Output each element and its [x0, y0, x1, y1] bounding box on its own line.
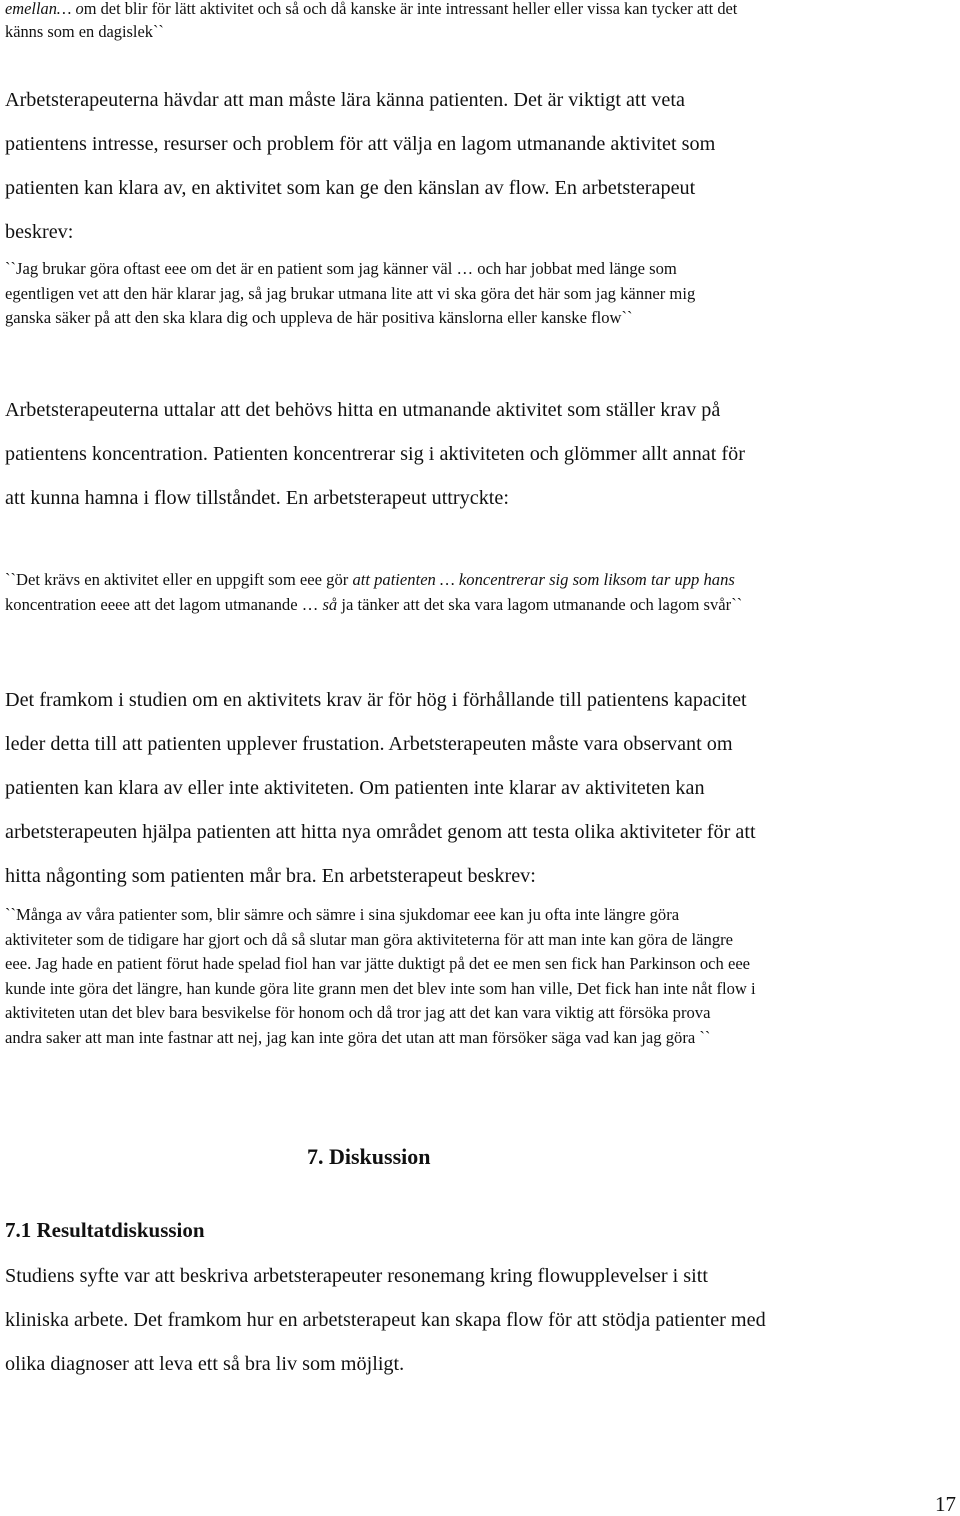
quote-line [5, 568, 960, 593]
paragraph-line: Arbetsterapeuterna uttalar att det behövs hitta en utmanande aktivitet som ställer krav på [5, 399, 721, 421]
paragraph-line: kliniska arbete. Det framkom hur en arbetsterapeut kan skapa flow för att stödja patienter med [5, 1309, 766, 1331]
quote-fragment-top [5, 0, 960, 43]
section-heading-diskussion: 7. Diskussion [307, 1144, 431, 1169]
paragraph-line: Studiens syfte var att beskriva arbetsterapeuter resonemang kring flowupplevelser i sitt [5, 1265, 708, 1287]
quote-text: m det blir för lätt aktivitet och så och då kanske är inte intressant heller eller vissa kan tycker att det [83, 0, 738, 18]
quote-text: ja tänker att det ska vara lagom utmanande och lagom svår`` [337, 594, 743, 614]
body-paragraph-4 [5, 1254, 960, 1386]
quote-text: ``Det krävs en aktivitet eller en uppgift som eee gör [5, 570, 353, 589]
subsection-heading-resultatdiskussion: 7.1 Resultatdiskussion [5, 1218, 205, 1242]
paragraph-line: arbetsterapeuten hjälpa patienten att hitta nya området genom att testa olika aktiviteter för att [5, 821, 756, 843]
quote-line: eee. Jag hade en patient förut hade spelad fiol han var jätte duktigt på det ee men sen fick han Parkinson och eee [5, 954, 751, 973]
paragraph-line: patienten kan klara av, en aktivitet som kan ge den känslan av flow. En arbetsterapeut [5, 177, 696, 199]
quote-italic-fragment: emellan… o [5, 0, 84, 18]
paragraph-line: patientens intresse, resurser och problem för att välja en lagom utmanande aktivitet som [5, 133, 716, 155]
interview-quote-2 [5, 257, 960, 331]
interview-quote-3 [5, 568, 960, 617]
quote-line: egentligen vet att den här klarar jag, så jag brukar utmana lite att vi ska göra det här som jag känner mig [5, 283, 696, 303]
paragraph-line: att kunna hamna i flow tillståndet. En arbetsterapeut uttryckte: [5, 487, 509, 509]
quote-line: andra saker att man inte fastnar att nej, jag kan inte göra det utan att man försöker säga vad kan jag göra `` [5, 1027, 711, 1047]
paragraph-line: beskrev: [5, 221, 74, 243]
paragraph-line: Det framkom i studien om en aktivitets krav är för hög i förhållande till patientens kapacitet [5, 689, 747, 711]
quote-text: koncentration eeee att det lagom utmanande … [5, 594, 323, 614]
page-number: 17 [935, 1492, 956, 1516]
paragraph-line: patientens koncentration. Patienten koncentrerar sig i aktiviteten och glömmer allt annat för [5, 443, 745, 465]
body-paragraph-2 [5, 388, 960, 520]
quote-line: känns som en dagislek`` [5, 21, 164, 41]
paragraph-line: hitta någonting som patienten mår bra. En arbetsterapeut beskrev: [5, 865, 536, 887]
body-paragraph-1 [5, 78, 960, 254]
quote-line: aktiviteter som de tidigare har gjort och då så slutar man göra aktiviteterna för att man inte kan göra de längre [5, 929, 734, 949]
quote-line [5, 0, 960, 21]
quote-line: aktiviteten utan det blev bara besvikelse för honom och då tror jag att det kan vara viktig att försöka prova [5, 1003, 711, 1022]
quote-line: ``Jag brukar göra oftast eee om det är en patient som jag känner väl … och har jobbat med länge som [5, 259, 677, 278]
paragraph-line: patienten kan klara av eller inte aktiviteten. Om patienten inte klarar av aktiviteten kan [5, 777, 705, 799]
interview-quote-4 [5, 903, 960, 1050]
paragraph-line: Arbetsterapeuterna hävdar att man måste lära känna patienten. Det är viktigt att veta [5, 89, 685, 111]
quote-line: kunde inte göra det längre, han kunde göra lite grann men det blev inte som han ville, Det fick han inte nåt flow i [5, 978, 756, 998]
quote-italic-fragment: att patienten … koncentrerar sig som liksom tar upp hans [352, 570, 735, 589]
body-paragraph-3 [5, 678, 960, 898]
quote-line: ganska säker på att den ska klara dig och uppleva de här positiva känslorna eller kanske flow`` [5, 308, 633, 327]
paragraph-line: leder detta till att patienten upplever frustation. Arbetsterapeuten måste vara observant om [5, 733, 733, 755]
quote-italic-fragment: så [322, 594, 338, 614]
quote-line: ``Många av våra patienter som, blir sämre och sämre i sina sjukdomar eee kan ju ofta inte längre göra [5, 905, 680, 924]
quote-line [5, 593, 960, 618]
paragraph-line: olika diagnoser att leva ett så bra liv som möjligt. [5, 1353, 405, 1375]
